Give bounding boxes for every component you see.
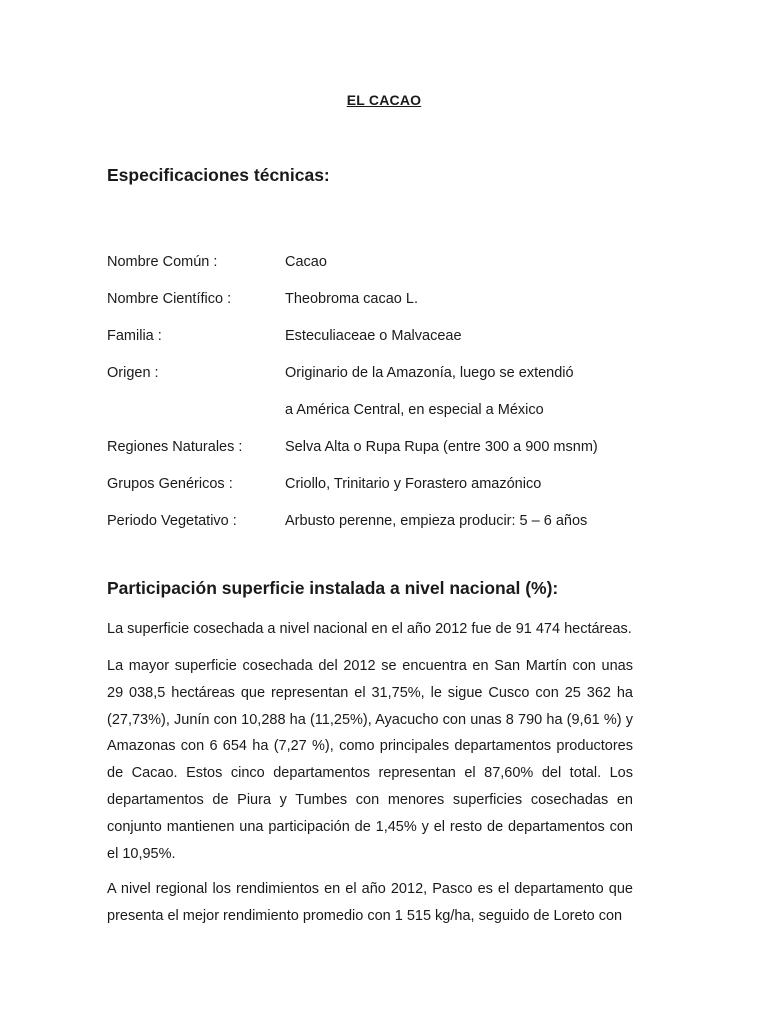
document-title: EL CACAO (346, 92, 422, 108)
spec-label: Nombre Científico : (107, 290, 232, 307)
spec-row-origin-continued (107, 391, 667, 428)
spec-value: Esteculiaceae o Malvaceae (285, 327, 462, 344)
spec-value: Criollo, Trinitario y Forastero amazónico (285, 475, 542, 492)
spec-value: Theobroma cacao L. (285, 290, 418, 307)
spec-label: Familia : (107, 327, 162, 344)
spec-row-origin (107, 354, 667, 391)
participation-heading: Participación superficie instalada a nivel nacional (%): (107, 578, 559, 598)
spec-row-vegetative-period (107, 502, 667, 539)
spec-value: Selva Alta o Rupa Rupa (entre 300 a 900 msnm) (285, 438, 598, 455)
spec-heading: Especificaciones técnicas: (107, 165, 330, 185)
spec-table (107, 243, 667, 539)
body-paragraph-1: La superficie cosechada a nivel nacional en el año 2012 fue de 91 474 hectáreas. (107, 621, 632, 637)
body-paragraph-2: La mayor superficie cosechada del 2012 se encuentra en San Martín con unas 29 038,5 hectáreas que representan el 31,75%, le sigue Cusco con 25 362 ha (27,73%), Junín con 10,288 ha (11,25%), Ayacucho con unas 8 790 ha (9,61 %) y Amazonas con 6 654 ha (7,27 %), como principales departamentos productores de Cacao. Estos cinco departamentos representan el 87,60% del total. Los departamentos de Piura y Tumbes con menores superficies cosechadas en conjunto mantienen una participación de 1,45% y el resto de departamentos con el 10,95%. (107, 658, 633, 862)
spec-value: Cacao (285, 253, 327, 270)
spec-row-scientific-name (107, 280, 667, 317)
spec-label: Nombre Común : (107, 253, 218, 270)
spec-label: Grupos Genéricos : (107, 475, 233, 492)
spec-row-family (107, 317, 667, 354)
spec-value: Arbusto perenne, empieza producir: 5 – 6 años (285, 512, 588, 529)
spec-label: Regiones Naturales : (107, 438, 243, 455)
spec-row-natural-regions (107, 428, 667, 465)
spec-label: Origen : (107, 364, 159, 381)
spec-row-common-name (107, 243, 667, 280)
spec-value: Originario de la Amazonía, luego se extendió (285, 364, 574, 381)
spec-label: Periodo Vegetativo : (107, 512, 237, 529)
spec-row-generic-groups (107, 465, 667, 502)
spec-value: a América Central, en especial a México (285, 401, 544, 418)
body-paragraph-3: A nivel regional los rendimientos en el año 2012, Pasco es el departamento que presenta el mejor rendimiento promedio con 1 515 kg/ha, seguido de Loreto con (107, 881, 633, 924)
